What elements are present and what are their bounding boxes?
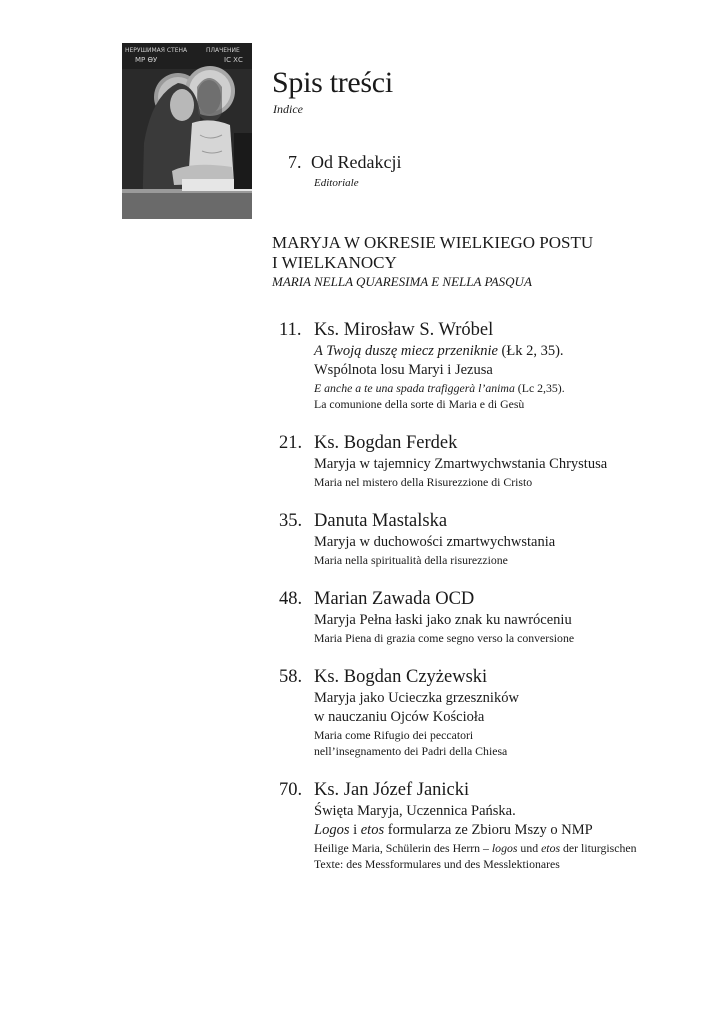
page-number: 70. bbox=[279, 780, 303, 800]
entry-translation: Maria nella spiritualità della risurezzione bbox=[314, 553, 508, 567]
svg-text:IС ХС: IС ХС bbox=[224, 56, 243, 64]
svg-text:МР ѲУ: МР ѲУ bbox=[135, 56, 158, 64]
entry-author: Ks. Bogdan Czyżewski bbox=[314, 667, 488, 687]
section-heading-line2: I WIELKANOCY bbox=[272, 253, 397, 272]
entry-translation: Editoriale bbox=[314, 177, 359, 189]
entry-translation-ref: (Lc 2,35). bbox=[514, 381, 565, 395]
entry-translation: La comunione della sorte di Maria e di Gesù bbox=[314, 397, 525, 411]
entry-title: Święta Maryja, Uczennica Pańska. bbox=[314, 803, 516, 819]
page-title: Spis treści bbox=[272, 66, 393, 99]
entry-title: Logos i etos formularza ze Zbioru Mszy o NMP bbox=[314, 822, 593, 838]
toc-entries bbox=[279, 318, 699, 891]
section-heading-line1: MARYJA W OKRESIE WIELKIEGO POSTU bbox=[272, 233, 594, 252]
icon-inscription-left: НЕРУШИМАЯ СТЕНА bbox=[125, 47, 188, 54]
entry-title-italic: A Twoją duszę miecz przeniknie bbox=[314, 343, 498, 359]
entry-title: Wspólnota losu Maryi i Jezusa bbox=[314, 362, 493, 378]
entry-title: Od Redakcji bbox=[311, 152, 402, 172]
entry-title-ref: (Łk 2, 35). bbox=[497, 343, 564, 359]
entry-translation: nell’insegnamento dei Padri della Chiesa bbox=[314, 744, 508, 758]
pieta-icon-image bbox=[122, 43, 252, 219]
page-number: 21. bbox=[279, 433, 303, 453]
toc-entry bbox=[279, 587, 699, 646]
toc-entry bbox=[279, 318, 699, 412]
entry-author: Marian Zawada OCD bbox=[314, 589, 475, 609]
entry-translation: Heilige Maria, Schülerin des Herrn – logos und etos der liturgischen bbox=[314, 841, 637, 855]
entry-translation: Texte: des Messformulares und des Messlektionares bbox=[314, 857, 560, 871]
toc-entry bbox=[279, 509, 699, 568]
icon-inscription-right: ПЛАЧЕНИЕ bbox=[206, 47, 240, 54]
toc-entry-editorial bbox=[288, 152, 401, 189]
section-heading bbox=[272, 233, 692, 290]
entry-translation-italic: E anche a te una spada trafiggerà l’anima bbox=[314, 381, 515, 395]
entry-title: Maryja w tajemnicy Zmartwychwstania Chrystusa bbox=[314, 456, 608, 472]
entry-translation: Maria nel mistero della Risurezzione di Cristo bbox=[314, 475, 533, 489]
page-number: 58. bbox=[279, 667, 303, 687]
toc-entry bbox=[279, 665, 699, 759]
toc-entry bbox=[279, 778, 699, 872]
toc-entry bbox=[279, 431, 699, 490]
entry-author: Ks. Jan Józef Janicki bbox=[314, 780, 470, 800]
entry-translation: Maria Piena di grazia come segno verso la conversione bbox=[314, 631, 575, 645]
entry-author: Danuta Mastalska bbox=[314, 511, 448, 531]
entry-title: Maryja Pełna łaski jako znak ku nawróceniu bbox=[314, 612, 572, 628]
entry-author: Ks. Bogdan Ferdek bbox=[314, 433, 458, 453]
entry-author: Ks. Mirosław S. Wróbel bbox=[314, 320, 494, 340]
section-heading-translation: MARIA NELLA QUARESIMA E NELLA PASQUA bbox=[272, 274, 532, 289]
entry-translation: Maria come Rifugio dei peccatori bbox=[314, 728, 474, 742]
entry-title: Maryja jako Ucieczka grzeszników bbox=[314, 690, 519, 706]
page-number: 7. bbox=[288, 152, 302, 172]
entry-title: Maryja w duchowości zmartwychwstania bbox=[314, 534, 556, 550]
page-number: 35. bbox=[279, 511, 303, 531]
page-subtitle: Indice bbox=[273, 102, 303, 116]
page-number: 48. bbox=[279, 589, 303, 609]
entry-title: w nauczaniu Ojców Kościoła bbox=[314, 709, 485, 725]
page-number: 11. bbox=[279, 320, 302, 340]
